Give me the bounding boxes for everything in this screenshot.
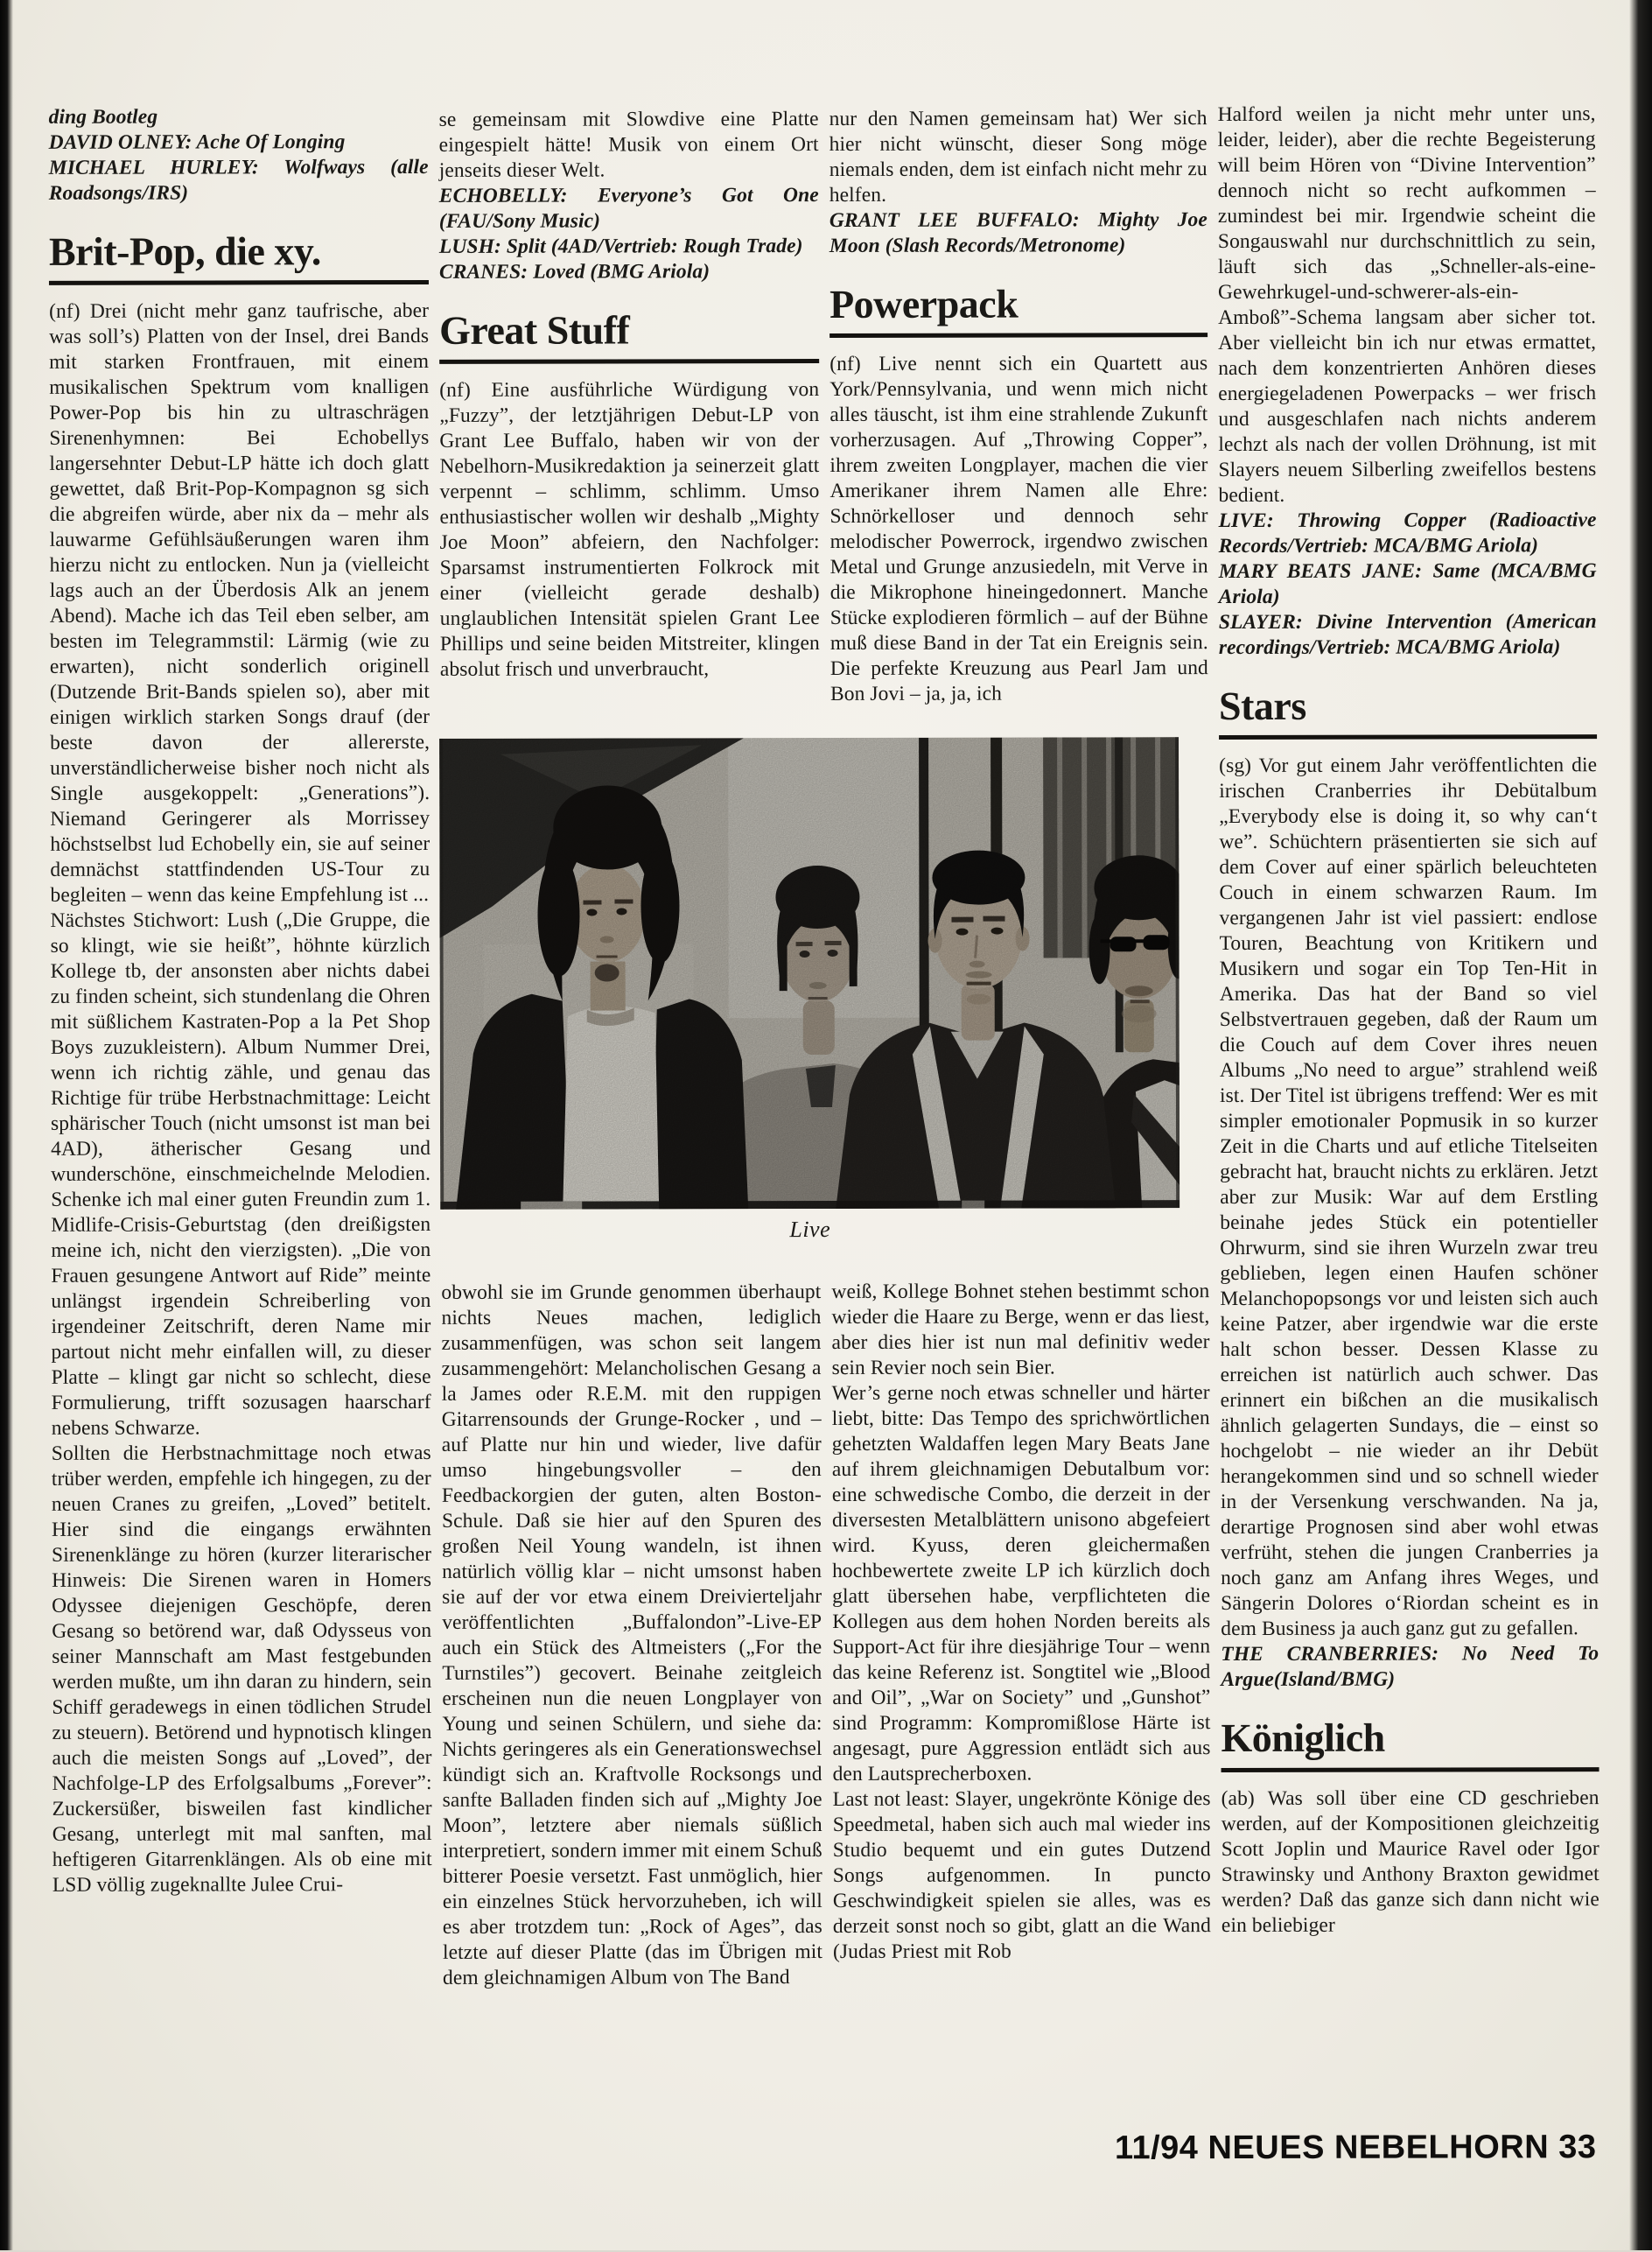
section-heading-stars: Stars <box>1219 684 1597 740</box>
body-paragraph: (sg) Vor gut einem Jahr veröffentlichten die irischen Cranberries ihr Debütalbum „Everybody else is doing it, so why can‘t we”. Schüchtern präsentierten sie sich auf dem Cover auf einer spärlich beleuchteten Couch in einem schwarzen Raum. Im vergangenen Jahr ist viel passiert: endlose Touren, Beachtung von Kritikern und Musikern und sogar ein Top Ten-Hit in Amerika. Das hat der Band so viel Selbstvertrauen gegeben, daß der Raum um die Couch auf dem Cover ihres neuen Albums „No need to argue” strahlend weiß ist. Der Titel ist übrigens treffend: Wer es mit simpler emotionaler Popmusik in so kurzer Zeit in die Charts und auf etliche Titelseiten gebracht hat, braucht nichts zu erklären. Jetzt aber zur Musik: War auf dem Erstling beinahe jedes Stück ein potentieller Ohrwurm, sind sie ihren Wurzeln zwar treu geblieben, legen einen Haufen schöner Melanchopopsongs vor und leisten sich auch keine Patzer, aber irgendwie war die erste halt schon besser. Dessen Klasse zu erreichen ist natürlich auch schwer. Das erinnert ein bißchen an die musikalisch ähnlich gelagerten Sundays, die – einst so hochgelobt – nie wieder an ihr Debüt herangekommen sind und so schnell wieder in der Versenkung verschwanden. Na ja, derartige Prognosen sind aber wohl etwas verfrüht, stehen die jungen Cranberries ja noch ganz am Anfang ihres Weges, und Sängerin Dolores o‘Riordan scheint es in dem Business ja auch ganz gut zu gefallen. <box>1219 754 1600 1641</box>
album-credit: CRANES: Loved (BMG Ariola) <box>438 260 710 284</box>
body-paragraph: Sollten die Herbstnachmittage noch etwas trüber werden, empfehle ich hingegen, zu der neuen Cranes zu greifen, „Loved” betitelt. Hier sind die eingangs erwähnten Sirenenklänge zu hören (kurzer literarischer Hinweis: Die Sirenen waren in Homers Odyssee diejenigen Geschöpfe, deren Gesang so betörend war, daß Odysseus von seiner Mannschaft am Mast festgebunden werden mußte, um ihn daran zu hindern, sein Schiff geradewegs in einen tödlichen Strudel zu steuern). Betörend und hypnotisch klingen auch die meisten Songs auf „Loved”, der Nachfolge-LP des Erfolgsalbums „Forever”: Zuckersüßer, bisweilen fast kindlicher Gesang, unterlegt mit mal sanften, mal heftigeren Gitarrenklängen. Als ob eine mit LSD völlig zugeknallte Julee Crui- <box>51 1442 432 1898</box>
body-paragraph: Halford weilen ja nicht mehr unter uns, leider, leider), aber die rechte Begeisterung will beim Hören von “Divine Intervention” dennoch nicht so recht aufkommen – zumindest bei mir. Irgendwie scheint die Songauswahl nur durchschnittlich zu sein, läuft sich das „Schneller-als-eine-Gewehrkugel-und-schwerer-als-ein-Amboß”-Schema langsam aber sicher tot. Aber vielleicht bin ich nur etwas ermattet, nach dem konzentrierten Anhören dieses energiegeladenen Powerpacks – wer frisch und ausgeschlafen nach nichts anderem lechzt als nach der vollen Dröhnung, ist mit Slayers neuem Silberling zweifellos bestens bedient. <box>1217 102 1597 508</box>
section-heading-powerpack: Powerpack <box>830 283 1208 338</box>
album-credit: MARY BEATS JANE: Same (MCA/BMG Ariola) <box>1218 559 1597 609</box>
section-heading-greatstuff: Great Stuff <box>439 309 819 364</box>
album-credit: ECHOBELLY: Everyone’s Got One (FAU/Sony Music) <box>438 184 819 233</box>
band-photo <box>439 737 1180 1210</box>
scan-edge-left <box>0 0 13 2250</box>
review-credit-continuation: ding Bootleg <box>48 105 158 129</box>
section-heading-koeniglich: Königlich <box>1221 1716 1599 1771</box>
column-3-lower <box>831 1279 1211 1965</box>
album-credit: DAVID OLNEY: Ache Of Longing <box>48 130 346 154</box>
body-paragraph: Wer’s gerne noch etwas schneller und härter liebt, bitte: Das Tempo des sprichwörtlichen gehetzten Waldaffen legen Mary Beats Jane auf ihrem gleichnamigen Debutalbum vor: eine schwedische Combo, die derzeit in der diversesten Metalblättern unisono abgefeiert wird. Kyuss, deren gleichermaßen hochbewertete zweite LP ich kürzlich doch glatt übersehen habe, verpflichteten die Kollegen aus dem hohen Norden bereits als Support-Act für ihre diesjährige Tour – wenn das keine Referenz ist. Songtitel wie „Blood and Oil”, „War on Society” und „Gunshot” sind Programm: Kompromißlose Härte ist angesagt, pure Aggression entlädt sich aus den Lautsprecherboxen. <box>831 1381 1211 1785</box>
body-paragraph: (nf) Eine ausführliche Würdigung von „Fuzzy”, der letztjährigen Debut-LP von Grant Lee Buffalo, haben wir von der Nebelhorn-Musikredaktion ja seinerzeit glatt verpennt – schlimm, schlimm. Umso enthusiastischer wollen wir deshalb „Mighty Joe Moon” abfeiern, den Nachfolger: Sparsamst instrumentierten Folkrock mit einer (vielleicht gerade deshalb) unglaublichen Intensität spielen Grant Lee Phillips und seine beiden Mitstreiter, klingen absolut frisch und unverbraucht, <box>439 378 820 682</box>
photo-caption: Live <box>789 1216 831 1243</box>
body-paragraph: (nf) Live nennt sich ein Quartett aus York/Pennsylvania, und wenn mich nicht alles täuscht, ist ihm eine strahlende Zukunft vorherzusagen. Auf „Throwing Copper”, ihrem zweiten Longplayer, machen die vier Amerikaner ihrem Namen alle Ehre: Schnörkelloser und dennoch sehr melodischer Powerrock, irgendwo zwischen Metal und Grunge anzusiedeln, mit Verve in die Mikrophone hineingedonnert. Manche Stücke explodieren förmlich – auf der Bühne muß diese Band in der Tat ein Ereignis sein. Die perfekte Kreuzung aus Pearl Jam und Bon Jovi – ja, ja, ich <box>830 352 1208 706</box>
column-1 <box>49 104 432 1898</box>
album-credit: MICHAEL HURLEY: Wolfways (alle Roadsongs/IRS) <box>48 155 429 205</box>
column-2-lower <box>441 1280 822 1991</box>
body-paragraph: nur den Namen gemeinsam hat) Wer sich hier nicht wünscht, dieser Song möge niemals enden, dem ist einfach nicht mehr zu helfen. <box>829 107 1208 207</box>
body-paragraph: (ab) Was soll über eine CD geschrieben werden, auf der Kompositionen gleichzeitig Scott Joplin und Maurice Ravel oder Igor Strawinsky und Anthony Braxton gewidmet werden? Daß das ganze sich dann nicht wie ein beliebiger <box>1221 1785 1600 1937</box>
album-credit: THE CRANBERRIES: No Need To Argue(Island/BMG) <box>1221 1642 1600 1692</box>
album-credit: LIVE: Throwing Copper (Radioactive Records/Vertrieb: MCA/BMG Ariola) <box>1218 509 1597 558</box>
body-paragraph: se gemeinsam mit Slowdive eine Platte eingespielt hätte! Musik von einem Ort jenseits dieser Welt. <box>438 108 819 182</box>
scan-edge-right <box>1629 0 1652 2250</box>
section-heading-britpop: Brit-Pop, die xy. <box>49 230 429 285</box>
page-footer: 11/94 NEUES NEBELHORN 33 <box>1114 2129 1597 2167</box>
column-4 <box>1218 102 1600 1938</box>
body-paragraph: (nf) Drei (nicht mehr ganz taufrische, aber was soll’s) Platten von der Insel, drei Bands mit starken Frontfrauen, mit einem musikalischen Spektrum vom knalligen Power-Pop bis hin zu ultraschrägen Sirenenhymnen: Bei Echobellys langersehnter Debut-LP hätte ich doch glatt gewettet, daß Brit-Pop-Kompagnon sg sich die abgreifen würde, aber nix da – mehr als lauwarme Gefühlsäußerungen waren ihm hierzu nicht zu entlocken. Nun ja (vielleicht lags auch an der Überdosis Alk an jenem Abend). Mache ich das Teil eben selber, am besten im Telegrammstil: Lärmig (wie zu erwarten), nicht sonderlich originell (Dutzende Brit-Bands spielen so), aber mit einigen wirklich starken Songs drauf (der beste davon der allererste, unverständlicherweise bisher noch nicht als Single ausgekoppelt: „Generations”). Niemand Geringerer als Morrissey höchstselbst lud Echobelly ein, sie auf seiner demnächst stattfindenden US-Tour zu begleiten – wenn das keine Empfehlung ist ... <box>49 299 430 908</box>
column-2-upper <box>439 107 820 683</box>
band-photo-illustration <box>439 737 1180 1210</box>
album-credit: LUSH: Split (4AD/Vertrieb: Rough Trade) <box>438 235 803 258</box>
column-3-upper <box>830 106 1208 707</box>
album-credit: SLAYER: Divine Intervention (American recordings/Vertrieb: MCA/BMG Ariola) <box>1218 610 1597 660</box>
body-paragraph: obwohl sie im Grunde genommen überhaupt nichts Neues machen, lediglich zusammenfügen, was schon seit langem zusammengehört: Melancholischen Gesang a la James oder R.E.M. mit den ruppigen Gitarrensounds der Grunge-Rocker , und – auf Platte nur hin und wieder, live dafür umso hingebungsvoller – den Feedbackorgien der guten, alten Boston-Schule. Daß sie hier auf den Spuren des großen Neil Young wandeln, ist ihnen natürlich völlig klar – nicht umsonst haben sie auf der vor etwa einem Dreivierteljahr veröffentlichten „Buffalondon”-Live-EP auch ein Stück des Altmeisters („For the Turnstiles”) gecovert. Beinahe zeitgleich erscheinen nun die neuen Longplayer von Young und seinen Schülern, und siehe da: Nichts geringeres als ein Generationswechsel kündigt sich an. Kraftvolle Rocksongs und sanfte Balladen finden sich auf „Mighty Joe Moon”, letztere aber niemals süßlich interpretiert, sondern immer mit einem Schuß bitterer Poesie versetzt. Fast unmöglich, hier ein einzelnes Stück hervorzuheben, ich will es aber trotzdem tun: „Rock of Ages”, das letzte auf dieser Platte (das im Übrigen mit dem gleichnamigen Album von The Band <box>441 1280 823 1989</box>
body-paragraph: Last not least: Slayer, ungekrönte Könige des Speedmetal, haben sich auch mal wieder ins Studio bequemt und ein gutes Dutzend Songs aufgenommen. In puncto Geschwindigkeit spielen sie alles, was es derzeit sonst noch so gibt, glatt an die Wand (Judas Priest mit Rob <box>832 1787 1211 1963</box>
body-paragraph: Nächstes Stichwort: Lush („Die Gruppe, die so klingt, wie sie heißt”, höhnte kürzlich Kollege tb, der ansonsten aber nichts dabei zu finden scheint, sich stundenlang die Ohren mit süßlichem Kastraten-Pop a la Pet Shop Boys zuzukleistern). Album Nummer Drei, wenn ich richtig zähle, und genau das Richtige für trübe Herbstnachmittage: Leicht sphärischer Touch (nicht umsonst ist man bei 4AD), ätherischer Gesang und wunderschöne, einschmeichelnde Melodien. Schenke ich mal einer guten Freundin zum 1. Midlife-Crisis-Geburtstag (den dreißigsten meine ich, nicht den vierzigsten). „Die von Frauen gesungene Antwort auf Ride” meinte unlängst irgendein Schreiberling von irgendeiner Zeitschrift, deren Name mir partout nicht mehr einfallen will, zu dieser Platte – klingt gar nicht so schlecht, diese Formulierung, trifft sozusagen haarscharf nebens Schwarze. <box>50 909 431 1441</box>
album-credit: GRANT LEE BUFFALO: Mighty Joe Moon (Slash Records/Metronome) <box>829 208 1208 257</box>
body-paragraph: weiß, Kollege Bohnet stehen bestimmt schon wieder die Haare zu Berge, wenn er das liest, aber dies hier ist nun mal definitiv weder sein Revier noch sein Bier. <box>831 1280 1210 1379</box>
